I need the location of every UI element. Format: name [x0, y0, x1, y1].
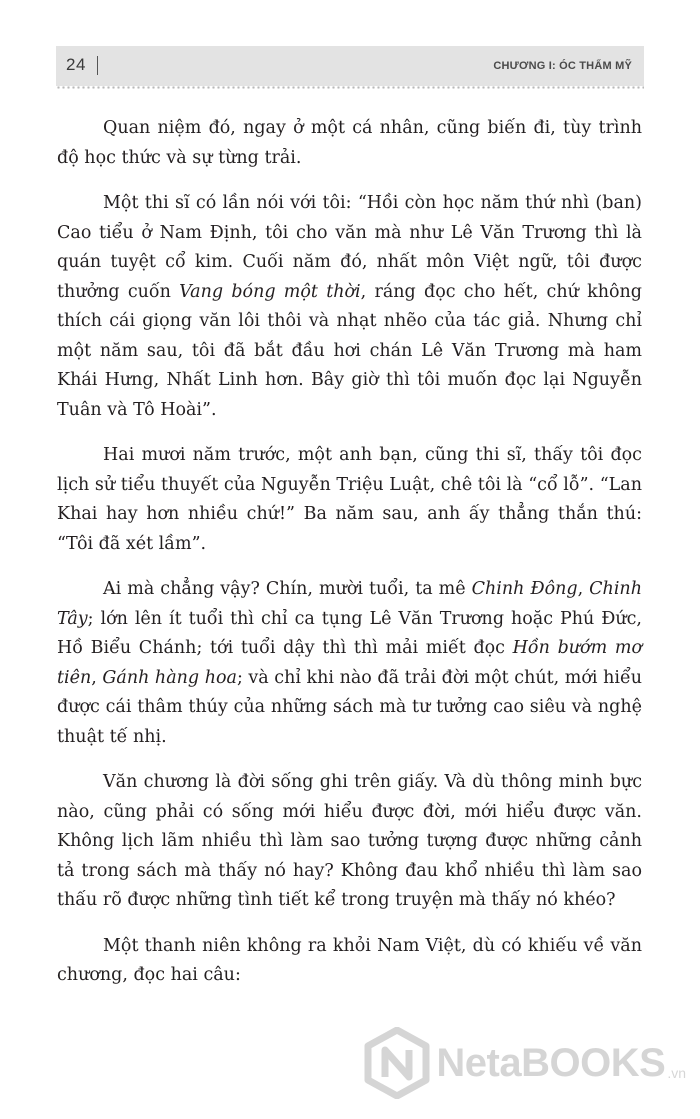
book-title-italic: Hồn bướm mơ tiên — [57, 638, 642, 688]
text-run: , — [91, 667, 103, 688]
paragraph-5 — [57, 768, 642, 916]
paragraph-2 — [57, 189, 642, 425]
text-run: ; lớn lên ít tuổi thì chỉ ca tụng Lê Văn Trương hoặc Phú Đức, Hồ Biểu Chánh; tới tuổi dậy thì thì mải miết đọc — [57, 608, 642, 658]
paragraph-3 — [57, 441, 642, 559]
text-run: Ai mà chẳng vậy? Chín, mười tuổi, ta mê — [103, 579, 472, 599]
text-run: , — [577, 579, 590, 599]
book-title-italic: Gánh hàng hoa — [102, 667, 237, 688]
paragraph-4 — [57, 575, 642, 752]
book-title-italic: Vang bóng một thời — [179, 281, 361, 302]
paragraph-1 — [57, 114, 642, 173]
book-title-italic: Chinh Tây — [57, 579, 642, 629]
text-run: Một thanh niên không ra khỏi Nam Việt, dù có khiếu về văn chương, đọc hai câu: — [57, 935, 642, 985]
book-title-italic: Chinh Đông — [471, 579, 578, 599]
header-divider — [97, 56, 98, 75]
text-run: , ráng đọc cho hết, chứ không thích cái giọng văn lôi thôi và nhạt nhẽo của tác giả. Nhưng chỉ một năm sau, tôi đã bắt đầu hơi chán Lê Văn Trương mà ham Khái Hưng, Nhất Linh hơn. Bây giờ thì tôi muốn đọc lại Nguyễn Tuân và Tô Hoài”. — [57, 281, 643, 420]
text-run: Hai mươi năm trước, một anh bạn, cũng thi sĩ, thấy tôi đọc lịch sử tiểu thuyết của Nguyễn Triệu Luật, chê tôi là “cổ lỗ”. “Lan Khai hay hơn nhiều chứ!” Ba năm sau, anh ấy thẳng thắn thú: “Tôi đã xét lầm”. — [57, 445, 642, 554]
text-run: Quan niệm đó, ngay ở một cá nhân, cũng biến đi, tùy trình độ học thức và sự từng trải. — [57, 118, 642, 168]
text-run: Một thi sĩ có lần nói với tôi: “Hồi còn học năm thứ nhì (ban) Cao tiểu ở Nam Định, tôi cho văn mà như Lê Văn Trương thì là quán tuyệt cổ kim. Cuối năm đó, nhất môn Việt ngữ, tôi được thưởng cuốn — [57, 193, 642, 302]
watermark-brand: NetaBOOKS — [436, 1040, 666, 1085]
running-header — [56, 46, 644, 86]
page-number: 24 — [66, 55, 86, 74]
body-text — [57, 114, 642, 1007]
watermark-domain: .vn — [667, 1065, 686, 1081]
hexagon-n-logo-icon — [364, 1027, 430, 1099]
text-run: ; và chỉ khi nào đã trải đời một chút, mới hiểu được cái thâm thúy của những sách mà tư tưởng cao siêu và nghệ thuật tế nhị. — [57, 667, 642, 747]
watermark — [364, 1023, 686, 1103]
chapter-title: CHƯƠNG I: ÓC THẨM MỸ — [493, 60, 632, 72]
text-run: Văn chương là đời sống ghi trên giấy. Và dù thông minh bực nào, cũng phải có sống mới hiểu được đời, mới hiểu được văn. Không lịch lãm nhiều thì làm sao tưởng tượng được những cảnh tả trong sách mà thấy nó hay? Không đau khổ nhiều thì làm sao thấu rõ được những tình tiết kể trong truyện mà thấy nó khéo? — [57, 772, 642, 910]
paragraph-6 — [57, 932, 642, 991]
